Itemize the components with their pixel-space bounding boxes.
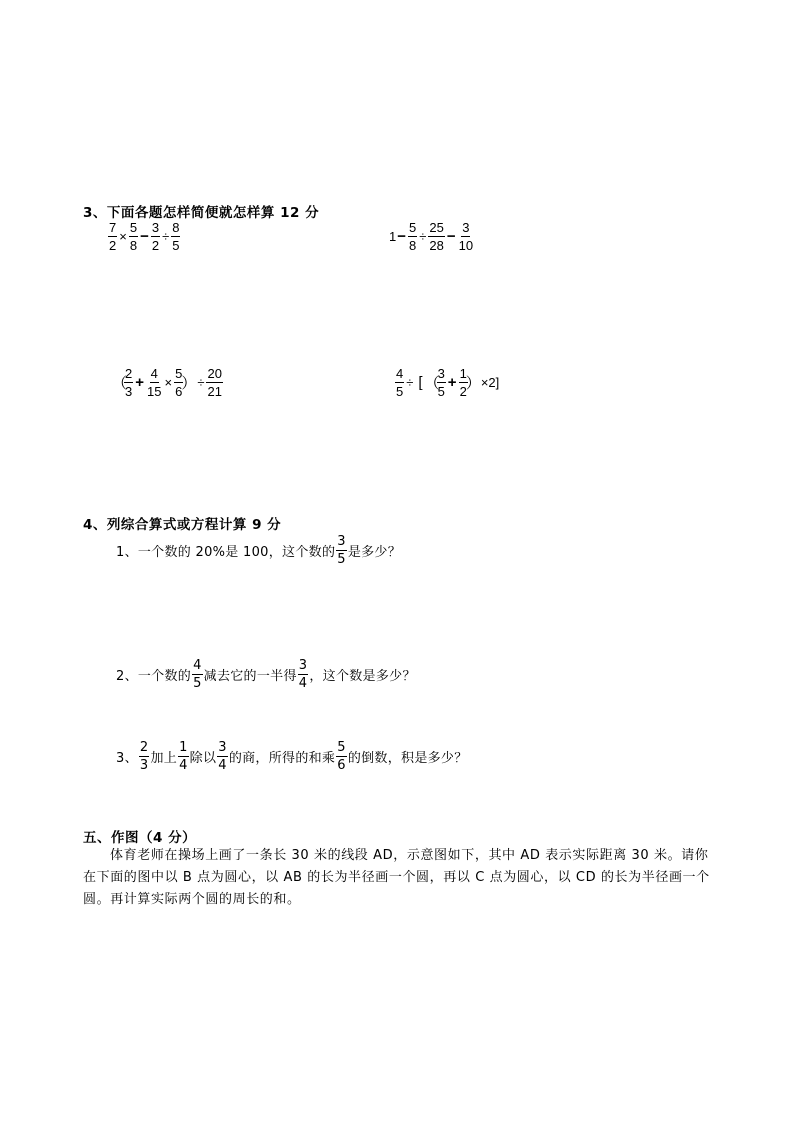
fraction: $\frac{3}{5}$ — [437, 366, 445, 399]
problem-3-4 — [394, 367, 499, 398]
divide-sign: ÷ — [197, 375, 205, 390]
question-4-1 — [116, 535, 401, 566]
fraction: $\frac{3}{10}$ — [458, 220, 474, 253]
fraction: $\frac{3}{4}$ — [298, 658, 308, 691]
minus-sign: − — [140, 228, 149, 245]
question-text: 2、一个数的 — [116, 669, 192, 684]
fraction: $\frac{3}{5}$ — [337, 534, 346, 567]
question-4-2 — [116, 659, 416, 690]
fraction: $\frac{1}{4}$ — [179, 740, 188, 773]
times-sign: × — [119, 229, 127, 244]
section-4-title: 4、列综合算式或方程计算 9 分 — [83, 517, 282, 533]
fraction: $\frac{2}{3}$ — [139, 740, 149, 773]
right-paren: ） — [181, 375, 197, 392]
problem-3-2 — [389, 221, 475, 252]
minus-sign: − — [446, 228, 456, 245]
fraction: $\frac{1}{2}$ — [459, 366, 467, 399]
question-text: 3、 — [116, 751, 138, 766]
number: 1 — [389, 229, 397, 244]
left-paren: （ — [112, 375, 128, 392]
question-text: ，这个数是多少？ — [309, 669, 416, 684]
question-text: 是多少？ — [347, 545, 402, 560]
question-text: 加上 — [150, 751, 178, 766]
question-4-3 — [116, 741, 468, 772]
fraction: $\frac{20}{21}$ — [207, 366, 222, 399]
fraction: $\frac{3}{2}$ — [151, 220, 160, 253]
fraction: $\frac{4}{15}$ — [147, 366, 162, 399]
section-5-title: 五、作图（4 分） — [83, 830, 197, 846]
question-text: 除以 — [189, 751, 217, 766]
section-3-title: 3、下面各题怎样简便就怎样算 12 分 — [83, 205, 320, 221]
left-paren: （ — [424, 375, 440, 392]
divide-sign: ÷ — [406, 375, 414, 390]
plus-sign: + — [447, 374, 457, 391]
problem-3-3 — [112, 367, 224, 398]
fraction: $\frac{25}{28}$ — [429, 220, 444, 253]
fraction: $\frac{7}{2}$ — [109, 220, 117, 253]
times-two-bracket: ×2] — [480, 375, 500, 390]
fraction: $\frac{5}{8}$ — [409, 220, 417, 253]
fraction: $\frac{3}{4}$ — [218, 740, 227, 773]
divide-sign: ÷ — [419, 229, 427, 244]
times-sign: × — [164, 375, 173, 390]
left-bracket: [ — [418, 374, 423, 391]
minus-sign: − — [397, 228, 406, 245]
question-text: 1、一个数的 20%是 100，这个数的 — [116, 545, 336, 560]
right-paren: ） — [465, 375, 481, 392]
fraction: $\frac{5}{6}$ — [175, 366, 183, 399]
question-text: 减去它的一半得 — [203, 669, 297, 684]
fraction: $\frac{2}{3}$ — [125, 366, 133, 399]
question-text: 的商，所得的和乘 — [228, 751, 336, 766]
plus-sign: + — [135, 374, 145, 391]
fraction: $\frac{4}{5}$ — [193, 658, 202, 691]
divide-sign: ÷ — [162, 229, 170, 244]
problem-3-1 — [107, 221, 181, 252]
fraction: $\frac{8}{5}$ — [172, 220, 180, 253]
fraction: $\frac{5}{6}$ — [337, 740, 346, 773]
section-5-body: 体育老师在操场上画了一条长 30 米的线段 AD，示意图如下，其中 AD 表示实际距离 30 米。请你在下面的图中以 B 点为圆心，以 AB 的长为半径画一个圆，再以 C 点为圆心，以 CD 的长为半径画一个圆。再计算实际两个圆的周长的和。 — [83, 848, 710, 907]
fraction: $\frac{5}{8}$ — [129, 220, 138, 253]
fraction: $\frac{4}{5}$ — [396, 366, 404, 399]
question-text: 的倒数，积是多少？ — [347, 751, 468, 766]
